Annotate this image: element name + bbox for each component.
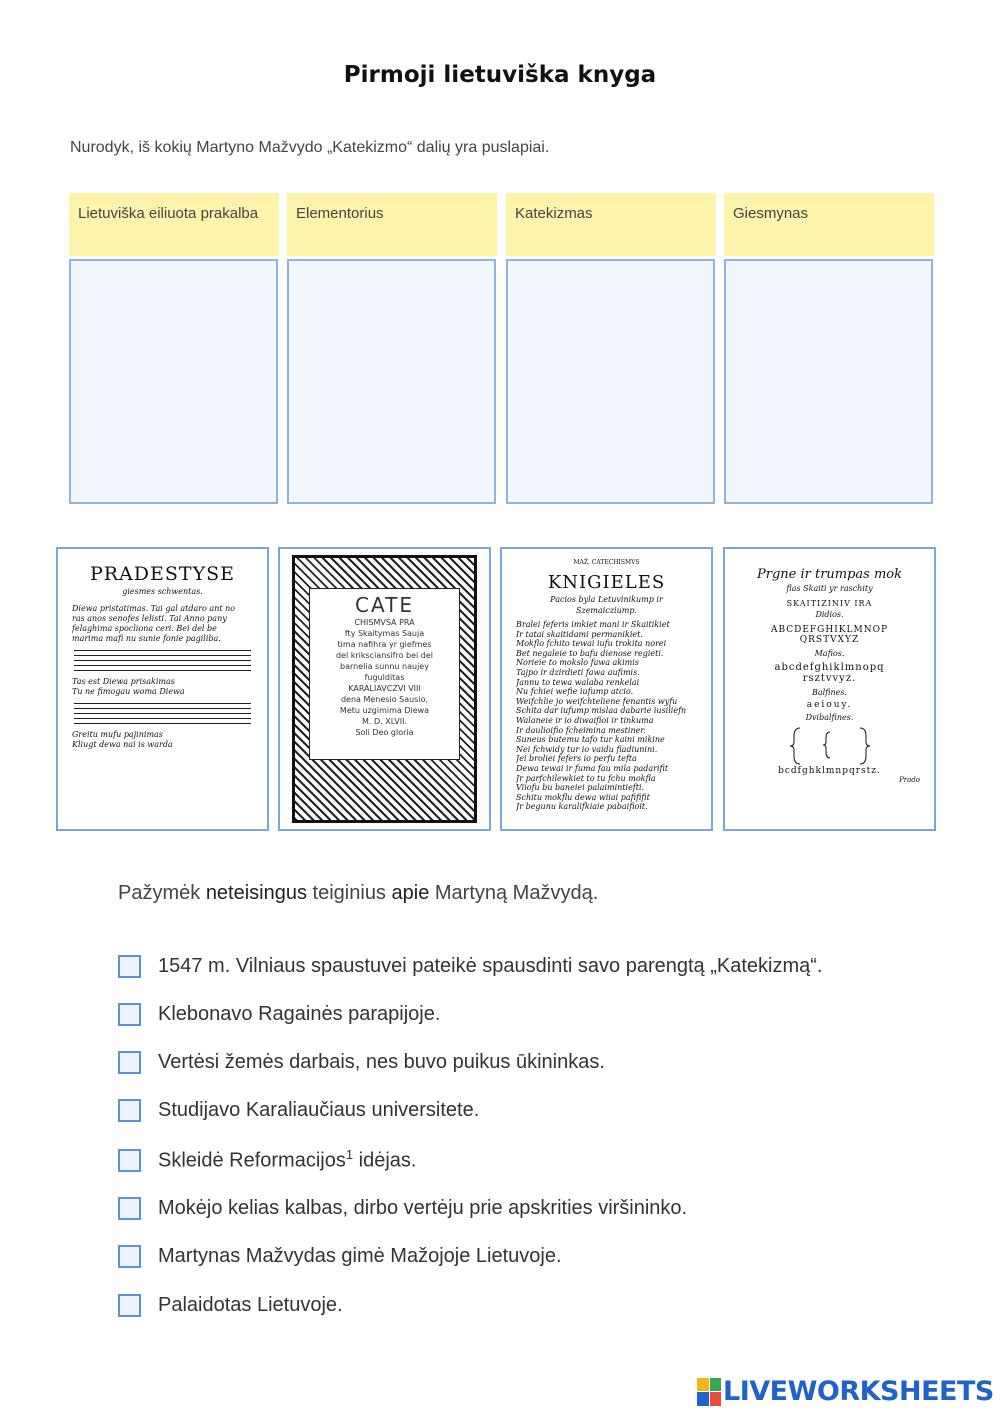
option-label: Mokėjo kelias kalbas, dirbo vertėju prie apskrities viršininko. bbox=[158, 1196, 688, 1219]
option-6 bbox=[118, 1193, 687, 1223]
alphabet-uppercase: ABCDEFGHIKLMNOP bbox=[770, 625, 888, 635]
footnote-marker: 1 bbox=[345, 1147, 354, 1163]
page-text-line: Walaneie ir io diwaifioi ir tinkuma bbox=[516, 715, 654, 725]
option-8 bbox=[118, 1290, 343, 1320]
option-label: 1547 m. Vilniaus spaustuvei pateikė spausdinti savo parengtą „Katekizmą“. bbox=[158, 954, 823, 977]
drop-zone-prakalba[interactable] bbox=[69, 259, 278, 504]
option-label: Martynas Mažvydas gimė Mažojoje Lietuvoje. bbox=[158, 1244, 562, 1267]
alphabet-lowercase: rsztvvyz. bbox=[802, 673, 857, 684]
page-text-line: Ir daulioifio fcheimina mestiner. bbox=[516, 725, 646, 735]
page-text-line: marima mafi nu sunie fonie pagiliba. bbox=[72, 634, 221, 643]
option-checkbox[interactable] bbox=[118, 1197, 141, 1220]
page-text-line: M. D. XLVII. bbox=[361, 717, 408, 726]
column-header-giesmynas: Giesmynas bbox=[724, 193, 934, 256]
page-text-line: Jr begunu karalifkiaie pabaifioit. bbox=[516, 802, 648, 812]
page-text-line: Viiofu bu baneiei palaimintiefti. bbox=[516, 783, 645, 793]
page-title: Pirmoji lietuviška knyga bbox=[343, 62, 657, 88]
column-header-prakalba: Lietuviška eiliuota prakalba bbox=[69, 193, 279, 256]
page-subheading: flas Skaiti yr raschity bbox=[786, 584, 873, 593]
option-3 bbox=[118, 1047, 605, 1077]
page-text-line: Schita dar iufump mislaa dabarie iusiliefn bbox=[516, 706, 687, 716]
page-text-line: Nu fchiei wefie iufump atcio. bbox=[516, 687, 634, 697]
music-staff bbox=[74, 650, 251, 671]
page-text-line: Norieie to mokslo fawa akimis bbox=[516, 658, 639, 668]
instruction-text: Nurodyk, iš kokių Martyno Mažvydo „Katekizmo“ dalių yra puslapiai. bbox=[70, 139, 550, 156]
drop-zone-katekizmas[interactable] bbox=[506, 259, 715, 504]
page-catchword: Prado bbox=[899, 776, 920, 784]
page-heading: PRADESTYSE bbox=[89, 563, 236, 585]
option-checkbox[interactable] bbox=[118, 1099, 141, 1122]
page-text-line: Kliugt dewa nai is warda bbox=[72, 740, 173, 749]
page-heading: KNIGIELES bbox=[547, 572, 666, 593]
page-text-line: Tas est Diewa prisakimas bbox=[72, 677, 175, 686]
page-text-line: Weifchlie jo weifchteliene fenantis wyfu bbox=[516, 696, 678, 706]
page-text-line: dena Menesio Sausio, bbox=[340, 695, 429, 704]
page-text-line: Suneus butemu tafo tur kaini mikine bbox=[516, 735, 665, 745]
liveworksheets-logo-icon bbox=[697, 1378, 721, 1406]
option-label: Vertėsi žemės darbais, nes buvo puikus ūkininkas. bbox=[158, 1050, 605, 1073]
page-text-line: Jannu to tewa walaba renkelai bbox=[516, 677, 640, 687]
title-page-text bbox=[309, 588, 460, 760]
option-checkbox[interactable] bbox=[118, 955, 141, 978]
page-text-line: felaghima spocliona ceri. Bei del be bbox=[72, 624, 217, 633]
column-header-elementorius: Elementorius bbox=[287, 193, 497, 256]
page-text-line: Mafios. bbox=[814, 649, 845, 658]
page-text-line: Tajpo ir dzirdieti fawa aufimis. bbox=[516, 667, 640, 677]
page-heading: Prgne ir trumpas mok bbox=[756, 567, 903, 582]
page-text-line: Greitu mufu pajinimas bbox=[72, 730, 163, 739]
page-subheading: giesmes schwentas. bbox=[122, 587, 203, 596]
page-text-line: ras anos senofes lelisti. Tai Anno pany bbox=[72, 614, 227, 623]
book-page-image bbox=[72, 557, 253, 821]
book-page-image bbox=[516, 557, 697, 821]
page-text-line: Bralei feferis imkiet mani ir Skaitikiet bbox=[516, 620, 670, 629]
page-text-line: Soli Deo gloria bbox=[355, 728, 414, 737]
page-text-line: Tu ne fimogau woma Diewa bbox=[72, 687, 185, 696]
question-text: Pažymėk neteisingus teiginius apie Martyną Mažvydą. bbox=[118, 882, 599, 904]
alphabet-lowercase: bcdfghklmnpqrstz. bbox=[778, 766, 881, 776]
page-text-line: Bet negaleie to bafu dienose regieti. bbox=[516, 648, 664, 658]
option-checkbox[interactable] bbox=[118, 1003, 141, 1026]
drop-zone-giesmynas[interactable] bbox=[724, 259, 933, 504]
music-staff bbox=[74, 703, 251, 724]
page-text-line: Jei broliei fefers io perfu tefta bbox=[516, 754, 637, 764]
option-checkbox[interactable] bbox=[118, 1051, 141, 1074]
vowels: aeiouy. bbox=[806, 700, 853, 710]
page-text-line: Dvibalfines. bbox=[805, 713, 854, 722]
page-text-line: Schitu mokflu dewa wiiai pafififit bbox=[516, 792, 650, 802]
draggable-page-card-3[interactable] bbox=[500, 547, 713, 831]
page-text-line: Didios. bbox=[815, 610, 844, 619]
draggable-page-card-4[interactable] bbox=[723, 547, 936, 831]
ornamental-frame bbox=[292, 555, 477, 823]
option-4 bbox=[118, 1095, 479, 1125]
page-text-line: SKAITIZINIV IRA bbox=[786, 599, 873, 608]
drop-zone-elementorius[interactable] bbox=[287, 259, 496, 504]
page-text-line: tima nafihra yr giefmes bbox=[337, 640, 432, 649]
page-text-line: Nei fchwidy tur io vaidu fiadiunini. bbox=[516, 744, 658, 754]
column-header-katekizmas: Katekizmas bbox=[506, 193, 716, 256]
page-running-header: MAŽ. CATECHISMVS bbox=[573, 559, 640, 566]
option-checkbox[interactable] bbox=[118, 1245, 141, 1268]
option-label: Klebonavo Ragainės parapijoje. bbox=[158, 1002, 441, 1025]
option-5 bbox=[118, 1145, 416, 1175]
option-label: Palaidotas Lietuvoje. bbox=[158, 1293, 343, 1316]
option-label: Studijavo Karaliaučiaus universitete. bbox=[158, 1098, 480, 1121]
option-1 bbox=[118, 951, 822, 981]
page-text-line: Balfines. bbox=[811, 688, 848, 697]
page-text-line: Dewa tewai ir fuma fau mila padarifit bbox=[516, 763, 669, 773]
draggable-page-card-1[interactable] bbox=[56, 547, 269, 831]
page-text-line: KARALIAVCZVI VIII bbox=[348, 684, 421, 693]
draggable-page-card-2[interactable] bbox=[278, 547, 491, 831]
option-checkbox[interactable] bbox=[118, 1294, 141, 1317]
alphabet-uppercase: QRSTVXYZ bbox=[799, 635, 860, 645]
option-checkbox[interactable] bbox=[118, 1149, 141, 1172]
page-text-line: del kriksciansifro bei del bbox=[335, 651, 434, 660]
page-heading: CATE bbox=[355, 593, 414, 617]
page-text-line: Diewa pristatimas. Tai gal atdaro ant no bbox=[72, 604, 236, 613]
brand-name: LIVEWORKSHEETS bbox=[723, 1376, 994, 1407]
alphabet-lowercase: abcdefghiklmnopq bbox=[774, 662, 885, 673]
page-text-line: fugulditas bbox=[364, 673, 405, 682]
page-text-line: barnelia sunnu naujey bbox=[340, 662, 429, 671]
page-text-line: Jr parfchilewkiet to tu fchu mokfla bbox=[516, 773, 656, 783]
book-page-image bbox=[739, 557, 920, 821]
page-subheading: Pacios byla Letuvinikump ir bbox=[550, 595, 663, 604]
page-text-line: Mokflo fchito tewai iufu trokita norei bbox=[516, 639, 667, 649]
page-text-line: Metu uzgimima Diewa bbox=[339, 706, 430, 715]
option-label: Skleidė Reformacijos$^1$ idėjas. bbox=[158, 1147, 417, 1172]
bracket-diagram-icon bbox=[760, 722, 900, 766]
page-subheading: Szemaicziump. bbox=[576, 606, 637, 615]
option-7 bbox=[118, 1241, 562, 1271]
option-2 bbox=[118, 999, 440, 1029]
diphthong-table bbox=[739, 722, 920, 766]
page-text-line: fty Skaitymas Sauja bbox=[344, 629, 425, 638]
liveworksheets-logo bbox=[697, 1376, 994, 1407]
page-text-line: Ir tatai skaitidami permanikiet. bbox=[516, 629, 643, 639]
page-text-line: CHISMVSA PRA bbox=[354, 618, 415, 627]
